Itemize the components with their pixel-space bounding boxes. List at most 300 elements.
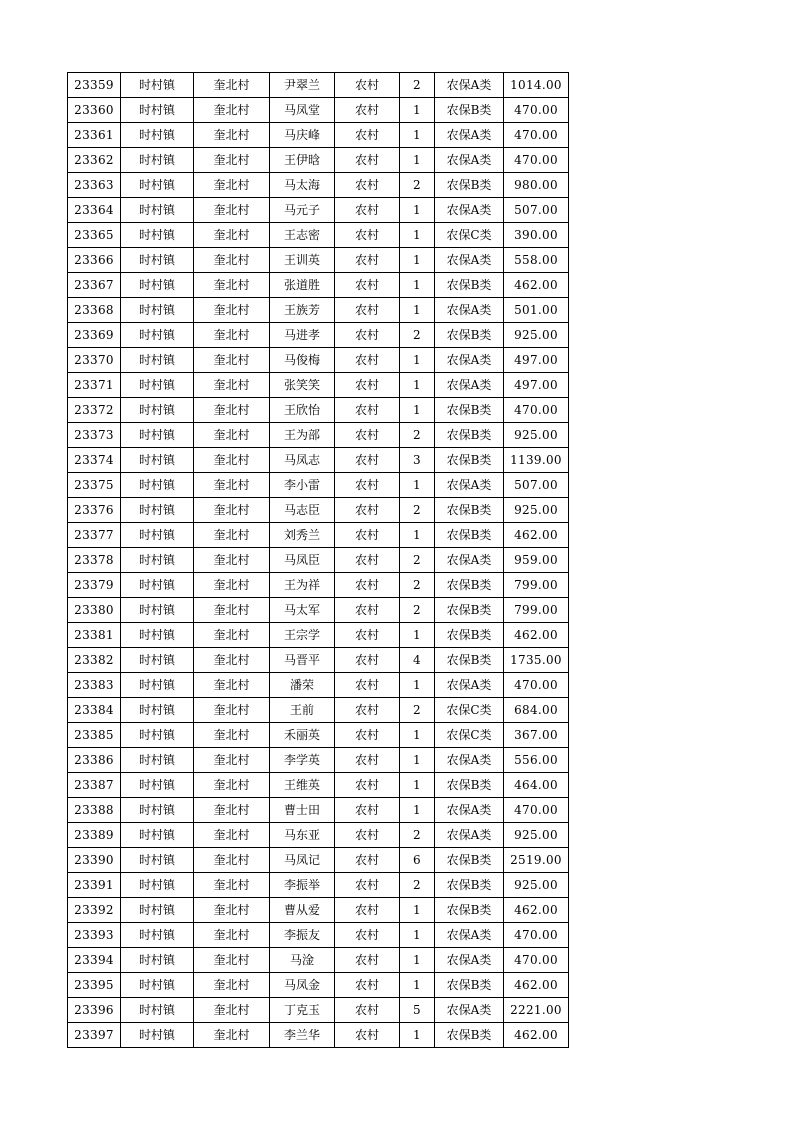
insurance-category-cell: 农保B类 xyxy=(435,1023,504,1048)
household-size-cell: 1 xyxy=(400,898,435,923)
amount-cell: 470.00 xyxy=(504,398,569,423)
person-name-cell: 马太军 xyxy=(270,598,335,623)
table-row xyxy=(68,548,569,573)
record-id-cell: 23363 xyxy=(68,173,121,198)
record-id-cell: 23359 xyxy=(68,73,121,98)
town-cell: 时村镇 xyxy=(121,448,194,473)
town-cell: 时村镇 xyxy=(121,698,194,723)
roster-table xyxy=(67,72,569,1048)
household-size-cell: 4 xyxy=(400,648,435,673)
person-name-cell: 李学英 xyxy=(270,748,335,773)
insurance-category-cell: 农保B类 xyxy=(435,873,504,898)
table-row xyxy=(68,648,569,673)
household-size-cell: 1 xyxy=(400,523,435,548)
household-type-cell: 农村 xyxy=(335,423,400,448)
insurance-category-cell: 农保B类 xyxy=(435,598,504,623)
table-row xyxy=(68,923,569,948)
insurance-category-cell: 农保C类 xyxy=(435,723,504,748)
town-cell: 时村镇 xyxy=(121,973,194,998)
table-row xyxy=(68,573,569,598)
record-id-cell: 23387 xyxy=(68,773,121,798)
insurance-category-cell: 农保B类 xyxy=(435,498,504,523)
insurance-category-cell: 农保B类 xyxy=(435,648,504,673)
table-row xyxy=(68,948,569,973)
insurance-category-cell: 农保B类 xyxy=(435,573,504,598)
person-name-cell: 王志密 xyxy=(270,223,335,248)
amount-cell: 470.00 xyxy=(504,148,569,173)
table-row xyxy=(68,998,569,1023)
town-cell: 时村镇 xyxy=(121,798,194,823)
insurance-category-cell: 农保B类 xyxy=(435,398,504,423)
amount-cell: 390.00 xyxy=(504,223,569,248)
amount-cell: 462.00 xyxy=(504,523,569,548)
town-cell: 时村镇 xyxy=(121,523,194,548)
record-id-cell: 23383 xyxy=(68,673,121,698)
village-cell: 奎北村 xyxy=(194,698,270,723)
insurance-category-cell: 农保B类 xyxy=(435,448,504,473)
town-cell: 时村镇 xyxy=(121,548,194,573)
roster-body xyxy=(68,73,569,1048)
town-cell: 时村镇 xyxy=(121,273,194,298)
insurance-category-cell: 农保C类 xyxy=(435,698,504,723)
village-cell: 奎北村 xyxy=(194,273,270,298)
household-type-cell: 农村 xyxy=(335,298,400,323)
village-cell: 奎北村 xyxy=(194,948,270,973)
amount-cell: 1735.00 xyxy=(504,648,569,673)
village-cell: 奎北村 xyxy=(194,348,270,373)
household-type-cell: 农村 xyxy=(335,798,400,823)
village-cell: 奎北村 xyxy=(194,798,270,823)
village-cell: 奎北村 xyxy=(194,123,270,148)
town-cell: 时村镇 xyxy=(121,98,194,123)
household-size-cell: 2 xyxy=(400,598,435,623)
insurance-category-cell: 农保A类 xyxy=(435,473,504,498)
household-type-cell: 农村 xyxy=(335,698,400,723)
record-id-cell: 23377 xyxy=(68,523,121,548)
insurance-category-cell: 农保A类 xyxy=(435,823,504,848)
person-name-cell: 李兰华 xyxy=(270,1023,335,1048)
household-type-cell: 农村 xyxy=(335,1023,400,1048)
insurance-category-cell: 农保A类 xyxy=(435,798,504,823)
insurance-category-cell: 农保A类 xyxy=(435,923,504,948)
town-cell: 时村镇 xyxy=(121,573,194,598)
household-type-cell: 农村 xyxy=(335,323,400,348)
household-size-cell: 1 xyxy=(400,123,435,148)
village-cell: 奎北村 xyxy=(194,748,270,773)
household-type-cell: 农村 xyxy=(335,373,400,398)
amount-cell: 462.00 xyxy=(504,898,569,923)
town-cell: 时村镇 xyxy=(121,473,194,498)
town-cell: 时村镇 xyxy=(121,373,194,398)
person-name-cell: 马凤金 xyxy=(270,973,335,998)
table-row xyxy=(68,873,569,898)
household-type-cell: 农村 xyxy=(335,448,400,473)
insurance-category-cell: 农保A类 xyxy=(435,73,504,98)
town-cell: 时村镇 xyxy=(121,198,194,223)
village-cell: 奎北村 xyxy=(194,1023,270,1048)
household-type-cell: 农村 xyxy=(335,898,400,923)
household-type-cell: 农村 xyxy=(335,548,400,573)
amount-cell: 497.00 xyxy=(504,373,569,398)
amount-cell: 925.00 xyxy=(504,873,569,898)
table-row xyxy=(68,748,569,773)
insurance-category-cell: 农保B类 xyxy=(435,323,504,348)
town-cell: 时村镇 xyxy=(121,998,194,1023)
insurance-category-cell: 农保B类 xyxy=(435,273,504,298)
table-row xyxy=(68,473,569,498)
household-size-cell: 3 xyxy=(400,448,435,473)
village-cell: 奎北村 xyxy=(194,623,270,648)
household-type-cell: 农村 xyxy=(335,873,400,898)
household-size-cell: 1 xyxy=(400,348,435,373)
village-cell: 奎北村 xyxy=(194,498,270,523)
person-name-cell: 马太海 xyxy=(270,173,335,198)
village-cell: 奎北村 xyxy=(194,248,270,273)
table-row xyxy=(68,898,569,923)
amount-cell: 2221.00 xyxy=(504,998,569,1023)
insurance-category-cell: 农保A类 xyxy=(435,748,504,773)
village-cell: 奎北村 xyxy=(194,823,270,848)
person-name-cell: 王族芳 xyxy=(270,298,335,323)
household-type-cell: 农村 xyxy=(335,773,400,798)
table-row xyxy=(68,223,569,248)
village-cell: 奎北村 xyxy=(194,923,270,948)
household-size-cell: 1 xyxy=(400,398,435,423)
town-cell: 时村镇 xyxy=(121,898,194,923)
village-cell: 奎北村 xyxy=(194,398,270,423)
table-row xyxy=(68,348,569,373)
household-size-cell: 2 xyxy=(400,173,435,198)
insurance-category-cell: 农保B类 xyxy=(435,423,504,448)
record-id-cell: 23396 xyxy=(68,998,121,1023)
household-type-cell: 农村 xyxy=(335,573,400,598)
village-cell: 奎北村 xyxy=(194,873,270,898)
record-id-cell: 23382 xyxy=(68,648,121,673)
record-id-cell: 23368 xyxy=(68,298,121,323)
household-size-cell: 1 xyxy=(400,773,435,798)
village-cell: 奎北村 xyxy=(194,298,270,323)
household-size-cell: 1 xyxy=(400,948,435,973)
household-size-cell: 1 xyxy=(400,673,435,698)
table-row xyxy=(68,523,569,548)
household-size-cell: 5 xyxy=(400,998,435,1023)
record-id-cell: 23386 xyxy=(68,748,121,773)
amount-cell: 501.00 xyxy=(504,298,569,323)
record-id-cell: 23369 xyxy=(68,323,121,348)
amount-cell: 462.00 xyxy=(504,273,569,298)
person-name-cell: 王前 xyxy=(270,698,335,723)
town-cell: 时村镇 xyxy=(121,923,194,948)
household-size-cell: 2 xyxy=(400,498,435,523)
town-cell: 时村镇 xyxy=(121,223,194,248)
table-row xyxy=(68,698,569,723)
amount-cell: 925.00 xyxy=(504,323,569,348)
person-name-cell: 王训英 xyxy=(270,248,335,273)
village-cell: 奎北村 xyxy=(194,148,270,173)
amount-cell: 925.00 xyxy=(504,498,569,523)
village-cell: 奎北村 xyxy=(194,548,270,573)
insurance-category-cell: 农保B类 xyxy=(435,523,504,548)
table-row xyxy=(68,373,569,398)
amount-cell: 470.00 xyxy=(504,798,569,823)
amount-cell: 470.00 xyxy=(504,673,569,698)
household-type-cell: 农村 xyxy=(335,73,400,98)
household-size-cell: 1 xyxy=(400,298,435,323)
village-cell: 奎北村 xyxy=(194,523,270,548)
town-cell: 时村镇 xyxy=(121,173,194,198)
person-name-cell: 刘秀兰 xyxy=(270,523,335,548)
household-type-cell: 农村 xyxy=(335,648,400,673)
record-id-cell: 23370 xyxy=(68,348,121,373)
amount-cell: 925.00 xyxy=(504,423,569,448)
household-type-cell: 农村 xyxy=(335,173,400,198)
household-type-cell: 农村 xyxy=(335,748,400,773)
household-size-cell: 2 xyxy=(400,548,435,573)
insurance-category-cell: 农保B类 xyxy=(435,173,504,198)
household-size-cell: 2 xyxy=(400,823,435,848)
household-type-cell: 农村 xyxy=(335,723,400,748)
person-name-cell: 马凤堂 xyxy=(270,98,335,123)
amount-cell: 470.00 xyxy=(504,923,569,948)
insurance-category-cell: 农保A类 xyxy=(435,298,504,323)
record-id-cell: 23392 xyxy=(68,898,121,923)
table-row xyxy=(68,823,569,848)
household-size-cell: 1 xyxy=(400,198,435,223)
household-size-cell: 1 xyxy=(400,723,435,748)
village-cell: 奎北村 xyxy=(194,448,270,473)
village-cell: 奎北村 xyxy=(194,848,270,873)
amount-cell: 799.00 xyxy=(504,573,569,598)
person-name-cell: 张笑笑 xyxy=(270,373,335,398)
person-name-cell: 马庆峰 xyxy=(270,123,335,148)
household-size-cell: 2 xyxy=(400,323,435,348)
table-row xyxy=(68,723,569,748)
table-row xyxy=(68,323,569,348)
person-name-cell: 马东亚 xyxy=(270,823,335,848)
amount-cell: 464.00 xyxy=(504,773,569,798)
town-cell: 时村镇 xyxy=(121,873,194,898)
household-size-cell: 2 xyxy=(400,873,435,898)
person-name-cell: 马凤记 xyxy=(270,848,335,873)
record-id-cell: 23372 xyxy=(68,398,121,423)
town-cell: 时村镇 xyxy=(121,248,194,273)
household-type-cell: 农村 xyxy=(335,273,400,298)
town-cell: 时村镇 xyxy=(121,748,194,773)
table-row xyxy=(68,673,569,698)
insurance-category-cell: 农保A类 xyxy=(435,123,504,148)
table-row xyxy=(68,598,569,623)
insurance-category-cell: 农保B类 xyxy=(435,898,504,923)
record-id-cell: 23397 xyxy=(68,1023,121,1048)
amount-cell: 959.00 xyxy=(504,548,569,573)
town-cell: 时村镇 xyxy=(121,773,194,798)
amount-cell: 1014.00 xyxy=(504,73,569,98)
village-cell: 奎北村 xyxy=(194,473,270,498)
person-name-cell: 曹士田 xyxy=(270,798,335,823)
village-cell: 奎北村 xyxy=(194,598,270,623)
town-cell: 时村镇 xyxy=(121,498,194,523)
record-id-cell: 23389 xyxy=(68,823,121,848)
household-size-cell: 2 xyxy=(400,698,435,723)
table-row xyxy=(68,848,569,873)
record-id-cell: 23375 xyxy=(68,473,121,498)
record-id-cell: 23376 xyxy=(68,498,121,523)
village-cell: 奎北村 xyxy=(194,648,270,673)
amount-cell: 1139.00 xyxy=(504,448,569,473)
village-cell: 奎北村 xyxy=(194,723,270,748)
insurance-category-cell: 农保A类 xyxy=(435,673,504,698)
amount-cell: 507.00 xyxy=(504,198,569,223)
amount-cell: 462.00 xyxy=(504,1023,569,1048)
household-size-cell: 2 xyxy=(400,423,435,448)
household-type-cell: 农村 xyxy=(335,998,400,1023)
village-cell: 奎北村 xyxy=(194,373,270,398)
table-row xyxy=(68,273,569,298)
village-cell: 奎北村 xyxy=(194,198,270,223)
household-type-cell: 农村 xyxy=(335,148,400,173)
insurance-category-cell: 农保B类 xyxy=(435,773,504,798)
amount-cell: 507.00 xyxy=(504,473,569,498)
town-cell: 时村镇 xyxy=(121,123,194,148)
village-cell: 奎北村 xyxy=(194,173,270,198)
insurance-category-cell: 农保B类 xyxy=(435,848,504,873)
table-row xyxy=(68,773,569,798)
household-size-cell: 1 xyxy=(400,748,435,773)
household-size-cell: 1 xyxy=(400,1023,435,1048)
household-type-cell: 农村 xyxy=(335,823,400,848)
insurance-category-cell: 农保A类 xyxy=(435,373,504,398)
household-type-cell: 农村 xyxy=(335,623,400,648)
household-size-cell: 1 xyxy=(400,923,435,948)
household-type-cell: 农村 xyxy=(335,348,400,373)
table-row xyxy=(68,973,569,998)
table-row xyxy=(68,498,569,523)
household-type-cell: 农村 xyxy=(335,923,400,948)
table-row xyxy=(68,1023,569,1048)
person-name-cell: 尹翠兰 xyxy=(270,73,335,98)
person-name-cell: 禾丽英 xyxy=(270,723,335,748)
table-row xyxy=(68,298,569,323)
record-id-cell: 23388 xyxy=(68,798,121,823)
person-name-cell: 马进孝 xyxy=(270,323,335,348)
household-size-cell: 1 xyxy=(400,148,435,173)
town-cell: 时村镇 xyxy=(121,723,194,748)
household-type-cell: 农村 xyxy=(335,598,400,623)
person-name-cell: 王为祥 xyxy=(270,573,335,598)
table-row xyxy=(68,98,569,123)
household-size-cell: 1 xyxy=(400,473,435,498)
person-name-cell: 王欣怡 xyxy=(270,398,335,423)
amount-cell: 497.00 xyxy=(504,348,569,373)
town-cell: 时村镇 xyxy=(121,348,194,373)
village-cell: 奎北村 xyxy=(194,998,270,1023)
amount-cell: 462.00 xyxy=(504,973,569,998)
town-cell: 时村镇 xyxy=(121,148,194,173)
village-cell: 奎北村 xyxy=(194,98,270,123)
table-row xyxy=(68,123,569,148)
person-name-cell: 丁克玉 xyxy=(270,998,335,1023)
table-row xyxy=(68,148,569,173)
record-id-cell: 23391 xyxy=(68,873,121,898)
record-id-cell: 23394 xyxy=(68,948,121,973)
record-id-cell: 23395 xyxy=(68,973,121,998)
amount-cell: 556.00 xyxy=(504,748,569,773)
person-name-cell: 张道胜 xyxy=(270,273,335,298)
insurance-category-cell: 农保A类 xyxy=(435,948,504,973)
insurance-category-cell: 农保A类 xyxy=(435,148,504,173)
insurance-category-cell: 农保A类 xyxy=(435,548,504,573)
record-id-cell: 23361 xyxy=(68,123,121,148)
insurance-category-cell: 农保B类 xyxy=(435,98,504,123)
household-type-cell: 农村 xyxy=(335,673,400,698)
record-id-cell: 23366 xyxy=(68,248,121,273)
amount-cell: 925.00 xyxy=(504,823,569,848)
table-row xyxy=(68,798,569,823)
town-cell: 时村镇 xyxy=(121,598,194,623)
town-cell: 时村镇 xyxy=(121,398,194,423)
person-name-cell: 马元子 xyxy=(270,198,335,223)
record-id-cell: 23374 xyxy=(68,448,121,473)
insurance-category-cell: 农保B类 xyxy=(435,973,504,998)
town-cell: 时村镇 xyxy=(121,948,194,973)
person-name-cell: 马淦 xyxy=(270,948,335,973)
household-type-cell: 农村 xyxy=(335,398,400,423)
household-type-cell: 农村 xyxy=(335,223,400,248)
town-cell: 时村镇 xyxy=(121,323,194,348)
person-name-cell: 李振举 xyxy=(270,873,335,898)
table-row xyxy=(68,398,569,423)
village-cell: 奎北村 xyxy=(194,673,270,698)
amount-cell: 462.00 xyxy=(504,623,569,648)
amount-cell: 2519.00 xyxy=(504,848,569,873)
person-name-cell: 王宗学 xyxy=(270,623,335,648)
household-type-cell: 农村 xyxy=(335,123,400,148)
household-size-cell: 1 xyxy=(400,373,435,398)
amount-cell: 558.00 xyxy=(504,248,569,273)
person-name-cell: 王伊晗 xyxy=(270,148,335,173)
household-size-cell: 1 xyxy=(400,273,435,298)
insurance-category-cell: 农保B类 xyxy=(435,623,504,648)
town-cell: 时村镇 xyxy=(121,623,194,648)
amount-cell: 684.00 xyxy=(504,698,569,723)
table-row xyxy=(68,173,569,198)
table-row xyxy=(68,423,569,448)
household-type-cell: 农村 xyxy=(335,848,400,873)
record-id-cell: 23362 xyxy=(68,148,121,173)
record-id-cell: 23371 xyxy=(68,373,121,398)
table-row xyxy=(68,448,569,473)
record-id-cell: 23380 xyxy=(68,598,121,623)
household-size-cell: 2 xyxy=(400,573,435,598)
insurance-category-cell: 农保C类 xyxy=(435,223,504,248)
record-id-cell: 23364 xyxy=(68,198,121,223)
village-cell: 奎北村 xyxy=(194,773,270,798)
record-id-cell: 23373 xyxy=(68,423,121,448)
table-row xyxy=(68,198,569,223)
town-cell: 时村镇 xyxy=(121,73,194,98)
village-cell: 奎北村 xyxy=(194,898,270,923)
person-name-cell: 马凤志 xyxy=(270,448,335,473)
amount-cell: 470.00 xyxy=(504,948,569,973)
record-id-cell: 23379 xyxy=(68,573,121,598)
village-cell: 奎北村 xyxy=(194,973,270,998)
amount-cell: 367.00 xyxy=(504,723,569,748)
household-type-cell: 农村 xyxy=(335,473,400,498)
record-id-cell: 23378 xyxy=(68,548,121,573)
person-name-cell: 马志臣 xyxy=(270,498,335,523)
person-name-cell: 马俊梅 xyxy=(270,348,335,373)
village-cell: 奎北村 xyxy=(194,73,270,98)
